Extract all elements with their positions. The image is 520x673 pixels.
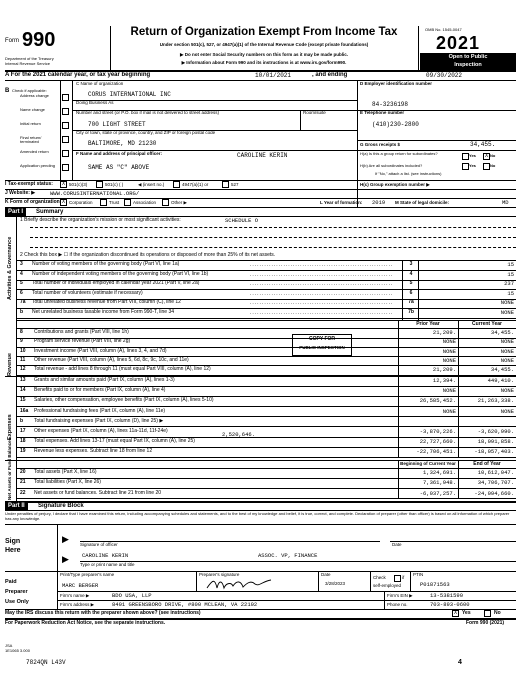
line-text: Investment income (Part VIII, column (A), lines 3, 4, and 7d) xyxy=(34,347,167,354)
line-number: 14 xyxy=(20,387,26,394)
prior-value[interactable]: 1,324,691. xyxy=(422,469,456,476)
line-box-number: 5 xyxy=(409,280,413,286)
line-number: 13 xyxy=(20,377,26,383)
firm-ein-label: Firm's EIN ▶ xyxy=(387,593,413,598)
tax-year-end[interactable]: 09/30/2022 xyxy=(426,72,463,79)
jsa-label: JSA xyxy=(5,643,13,648)
preparer-signature xyxy=(205,577,275,591)
mission[interactable]: SCHEDULE O xyxy=(225,217,259,224)
line-text: Grants and similar amounts paid (Part IX, column (A), lines 1-3) xyxy=(34,377,175,383)
part1-title: Summary xyxy=(36,209,64,215)
prior-year-header: Prior Year xyxy=(416,321,440,327)
line-text: Net assets or fund balances. Subtract line 21 from line 20 xyxy=(34,489,162,496)
line-value[interactable]: NONE xyxy=(500,299,514,306)
section-b-checkbox[interactable] xyxy=(62,136,69,143)
current-value[interactable]: 18,091,858. xyxy=(477,438,514,446)
discuss-no-checkbox[interactable] xyxy=(484,610,491,617)
line-number: 9 xyxy=(20,338,23,345)
firm-ein[interactable]: 13-5381590 xyxy=(430,592,464,599)
ein[interactable]: 84-3236198 xyxy=(372,101,409,108)
line-text: Total unrelated business revenue from Part VIII, column (C), line 12 xyxy=(32,299,181,305)
line-text: Benefits paid to or for members (Part IX, column (A), line 4) xyxy=(34,387,166,394)
penalty-statement: Under penalties of perjury, I declare that I have examined this return, including accompanying schedules and statements, and to the best of my knowledge and belief, it is true, correct, and complete. Declaration of preparer (other than officer) is based on all information of which preparer has any knowledge. xyxy=(5,511,510,521)
prior-value[interactable]: 21,209. xyxy=(432,329,456,336)
principal-officer-label: F Name and address of principal officer: xyxy=(76,151,163,156)
preparer-date[interactable]: 3/28/2023 xyxy=(325,581,346,586)
street-label: Number and street (or P.O. box if mail is not delivered to street address) xyxy=(76,110,219,115)
attach-list-note: If "No," attach a list. (see instructions) xyxy=(375,171,442,176)
line-value[interactable]: 15 xyxy=(507,289,514,297)
subord-yes-label: Yes xyxy=(469,163,476,168)
line-text: Professional fundraising fees (Part IX, column (A), line 11e) xyxy=(34,407,166,414)
state-domicile-label: M State of legal domicile: xyxy=(395,200,450,205)
section-b-checkbox[interactable] xyxy=(62,164,69,171)
line-text: Total fundraising expenses (Part IX, column (D), line 25) ▶ xyxy=(34,417,164,424)
section-b-checkbox[interactable] xyxy=(62,94,69,101)
line-number: 10 xyxy=(20,347,26,354)
line-box-number: 6 xyxy=(409,289,413,296)
group-exemption-label: H(c) Group exemption number ▶ xyxy=(360,182,430,187)
officer-address[interactable]: SAME AS "C" ABOVE xyxy=(88,164,150,171)
pra-notice: For Paperwork Reduction Act Notice, see the separate instructions. xyxy=(5,620,166,626)
501c-label: 501(c) ( ) xyxy=(105,182,124,187)
col-rule xyxy=(458,376,459,458)
line-number: 20 xyxy=(20,469,26,475)
state-domicile[interactable]: MD xyxy=(502,199,509,206)
phone-label: E Telephone number xyxy=(360,110,405,115)
discuss-yes-checkbox[interactable]: X xyxy=(453,610,458,616)
notice-ssn: ▶ Do not enter Social Security numbers on this form as it may be made public. xyxy=(180,52,348,57)
section-b-item-label: Name change xyxy=(20,107,45,112)
form-label: Form xyxy=(5,38,19,44)
principal-officer[interactable]: CAROLINE KERIN xyxy=(237,152,288,159)
527-label: 527 xyxy=(231,182,239,187)
tax-year: 2021 xyxy=(436,33,481,53)
col-rule xyxy=(458,468,459,499)
line-text: Salaries, other compensation, employee benefits (Part IX, column (A), lines 5-10) xyxy=(34,397,214,404)
org-name[interactable]: CORUS INTERNATIONAL INC xyxy=(88,91,171,98)
501c3-label: 501(c)(3) xyxy=(69,182,88,187)
section-b-item-label: Application pending xyxy=(20,163,55,168)
preparer-label: Preparer xyxy=(5,589,28,595)
end-year-header: End of Year xyxy=(473,461,501,467)
line-number: 17 xyxy=(20,428,26,434)
line-text: Total number of volunteers (estimate if necessary) xyxy=(32,289,143,296)
form-subtitle: Under section 501(c), 527, or 4947(a)(1) of the Internal Revenue Code (except private foundations) xyxy=(159,42,369,47)
line-text: Revenue less expenses. Subtract line 18 from line 12 xyxy=(34,448,153,455)
dept-treasury: Department of the Treasury xyxy=(5,56,54,61)
prior-value[interactable]: NONE xyxy=(442,407,456,415)
line-box-number: 7b xyxy=(408,308,414,315)
inspection: Inspection xyxy=(454,62,482,68)
section-b-checkbox[interactable] xyxy=(62,150,69,157)
section-b-item-label: Amended return xyxy=(20,149,49,154)
current-value[interactable]: NONE xyxy=(500,338,514,346)
leader-dots: ............................................................ xyxy=(250,271,394,278)
line-text: Net unrelated business taxable income from Form 990-T, line 34 xyxy=(32,308,175,315)
line-text: Contributions and grants (Part VIII, line 1h) xyxy=(34,329,129,335)
subord-no-label: No xyxy=(490,163,496,168)
prior-value[interactable]: 7,361,948. xyxy=(422,479,456,487)
section-b-letter: B xyxy=(5,88,10,94)
4947-label: 4947(a)(1) or xyxy=(182,182,209,187)
activities-governance-label: Activities & Governance xyxy=(7,236,13,300)
current-value[interactable]: 10,612,047. xyxy=(477,469,514,476)
current-value[interactable]: NONE xyxy=(500,387,514,395)
row-rule xyxy=(16,318,516,319)
and-ending-label: , and ending xyxy=(312,72,348,78)
col-rule xyxy=(458,328,459,375)
current-value[interactable]: 449,410. xyxy=(487,377,514,384)
col-rule xyxy=(418,260,419,320)
line-number: 15 xyxy=(20,397,26,404)
group-no-checkbox[interactable]: X xyxy=(484,153,489,159)
ptin[interactable]: P01871563 xyxy=(420,581,450,588)
line-number: 6 xyxy=(20,289,23,296)
expenses-label: Expenses xyxy=(7,414,13,440)
part2-tag: Part II xyxy=(5,502,28,510)
fundraising-expenses[interactable]: 2,520,646. xyxy=(222,431,256,438)
section-b-item-label: Address change xyxy=(20,93,49,98)
self-employed-label: self-employed xyxy=(373,583,402,588)
preparer-date-label: Date xyxy=(321,572,331,577)
line-number: 16a xyxy=(20,407,29,414)
other-label: Other ▶ xyxy=(171,200,187,205)
signer-title[interactable]: ASSOC. VP, FINANCE xyxy=(258,552,318,559)
check-if-applicable: Check if applicable: xyxy=(12,88,47,93)
city-label: City or town, state or province, country, and ZIP or foreign postal code xyxy=(76,130,216,135)
group-return-label: H(a) Is this a group return for subordinates? xyxy=(360,151,438,156)
col-rule xyxy=(402,260,403,320)
current-value[interactable]: 34,455. xyxy=(490,366,514,374)
phone[interactable]: (410)230-2800 xyxy=(372,121,419,128)
prior-value[interactable]: 26,585,452. xyxy=(419,397,456,405)
form-number: 990 xyxy=(22,29,56,51)
association-checkbox[interactable] xyxy=(124,199,131,206)
name-arrow-icon: ▶ xyxy=(62,554,69,564)
revenue-label: Revenue xyxy=(7,353,13,376)
prior-value[interactable]: NONE xyxy=(442,387,456,395)
discuss-question: May the IRS discuss this return with the preparer shown above? (see instructions) xyxy=(5,610,201,616)
prior-value[interactable]: -3,870,226. xyxy=(419,428,456,435)
ptin-label: PTIN xyxy=(413,572,424,577)
name-title-label: Type or print name and title xyxy=(80,562,135,567)
current-value[interactable]: NONE xyxy=(500,356,514,364)
line-text: Other expenses (Part IX, column (A), lines 11a-11d, 11f-24e) xyxy=(34,428,168,434)
line-value[interactable]: 237 xyxy=(504,280,514,287)
col-rule xyxy=(398,328,399,375)
public-inspection: PUBLIC INSPECTION xyxy=(299,345,345,350)
line-value[interactable]: NONE xyxy=(500,308,514,316)
dept-irs: Internal Revenue Service xyxy=(5,61,50,66)
line-number: 4 xyxy=(20,270,23,277)
signer-name[interactable]: CAROLINE KERIN xyxy=(82,552,129,559)
use-only-label: Use Only xyxy=(5,599,29,605)
current-value[interactable]: 34,455. xyxy=(490,329,514,336)
section-b-item-label: Final return/ terminated xyxy=(20,135,42,145)
line-value[interactable]: 15 xyxy=(507,270,514,278)
corporation-label: Corporation xyxy=(69,200,93,205)
org-name-label: C Name of organization xyxy=(76,81,124,86)
sign-label: Sign xyxy=(5,538,21,545)
trust-label: Trust xyxy=(109,200,120,205)
line-number: 11 xyxy=(20,356,26,363)
check-label: Check xyxy=(373,575,386,580)
leader-dots: ............................................................ xyxy=(250,300,394,306)
street-address[interactable]: 700 LIGHT STREET xyxy=(88,121,146,128)
tax-year-begin[interactable]: 10/01/2021 xyxy=(255,72,292,79)
discuss-no-label: No xyxy=(494,610,501,616)
line-number: 7a xyxy=(20,299,26,305)
current-year-header: Current Year xyxy=(472,321,502,327)
gross-receipts-label: G Gross receipts $ xyxy=(360,142,401,147)
omb-number: OMB No. 1545-0047 xyxy=(425,27,462,32)
line-text: Total number of individuals employed in calendar year 2021 (Part V, line 2a) xyxy=(32,280,200,286)
page-number: 4 xyxy=(458,659,462,666)
current-value[interactable]: 34,706,707. xyxy=(477,479,514,487)
open-public: Open to Public xyxy=(448,54,488,60)
section-b-checkbox[interactable] xyxy=(62,122,69,129)
prior-value[interactable]: NONE xyxy=(442,356,456,364)
row-rule xyxy=(16,498,516,499)
paid-label: Paid xyxy=(5,579,17,585)
sig-date-label: Date xyxy=(392,542,402,547)
tax-exempt-label: I Tax-exempt status: xyxy=(5,181,53,187)
gross-receipts[interactable]: 34,455. xyxy=(470,141,496,148)
527-checkbox[interactable] xyxy=(222,181,229,188)
copy-for: COPY FOR xyxy=(308,336,336,342)
firm-phone[interactable]: 703-893-0600 xyxy=(430,601,470,608)
form-reference: Form 990 (2021) xyxy=(466,620,505,626)
group-no-label: No xyxy=(490,153,496,158)
notice-info: ▶ Information about Form 990 and its instructions is at www.irs.gov/form990. xyxy=(181,60,347,65)
line-number: 21 xyxy=(20,479,26,486)
current-value[interactable]: NONE xyxy=(500,347,514,355)
section-b-checkbox[interactable] xyxy=(62,108,69,115)
website[interactable]: WWW.CORUSINTERNATIONAL.ORG/ xyxy=(50,190,140,197)
line-number: 3 xyxy=(20,261,23,267)
prior-value[interactable]: NONE xyxy=(442,347,456,355)
other-checkbox[interactable] xyxy=(162,199,169,206)
preparer-name-label: Print/Type preparer's name xyxy=(60,572,115,577)
col-rule xyxy=(398,468,399,499)
if-label: if xyxy=(402,575,405,580)
row-rule xyxy=(16,457,516,458)
line-number: 8 xyxy=(20,329,23,335)
leader-dots: ............................................................ xyxy=(250,309,394,316)
city-state-zip[interactable]: BALTIMORE, MD 21230 xyxy=(88,140,157,147)
line2-label: 2 Check this box ▶ ☐ if the organization discontinued its operations or disposed of more than 25% of its net assets. xyxy=(20,252,276,258)
subordinates-label: H(b) Are all subordinates included? xyxy=(360,163,423,168)
begin-year-header: Beginning of Current Year xyxy=(400,461,456,466)
line-box-number: 4 xyxy=(409,270,413,277)
website-label: J Website: ▶ xyxy=(5,190,36,196)
line-number: 12 xyxy=(20,366,26,373)
group-yes-label: Yes xyxy=(469,153,476,158)
preparer-sig-label: Preparer's signature xyxy=(199,572,240,577)
line1-label: 1 Briefly describe the organization's mission or most significant activities: xyxy=(20,217,181,223)
line-text: Total liabilities (Part X, line 26) xyxy=(34,479,101,486)
row-rule xyxy=(16,416,516,417)
net-assets-label: Net Assets or Fund Balances xyxy=(7,437,12,500)
firm-address[interactable]: 8401 GREENSBORO DRIVE, #800 MCLEAN, VA 22102 xyxy=(112,601,258,608)
leader-dots: ............................................................ xyxy=(250,262,394,268)
line-box-number: 7a xyxy=(408,299,414,305)
current-value[interactable]: -3,620,990. xyxy=(477,428,514,435)
preparer-name[interactable]: MARC BERGER xyxy=(62,582,99,589)
jsa-code: 1E1065 3.000 xyxy=(5,648,30,653)
prior-value[interactable]: 12,394. xyxy=(432,377,456,384)
line-text: Other revenue (Part VIII, column (A), lines 5, 6d, 8c, 9c, 10c, and 11e) xyxy=(34,356,189,363)
subord-yes-checkbox[interactable] xyxy=(462,163,469,170)
firm-address-label: Firm's address ▶ xyxy=(60,602,95,607)
line-text: Number of independent voting members of the governing body (Part VI, line 1b) xyxy=(32,270,209,277)
current-value[interactable]: -18,057,403. xyxy=(474,448,514,456)
firm-name-label: Firm's name ▶ xyxy=(60,593,90,598)
form-title: Return of Organization Exempt From Income Tax xyxy=(130,26,398,38)
row-rule xyxy=(16,406,516,407)
line-a-label: A For the 2021 calendar year, or tax year beginning xyxy=(5,72,151,78)
part1-tag: Part I xyxy=(5,208,26,216)
line-number: 5 xyxy=(20,280,23,286)
sign-arrow-icon: ▶ xyxy=(62,534,69,544)
group-yes-checkbox[interactable] xyxy=(462,153,469,160)
current-value[interactable]: 21,263,338. xyxy=(477,397,514,405)
firm-name[interactable]: BDO USA, LLP xyxy=(112,592,152,599)
current-value[interactable]: -24,094,660. xyxy=(474,489,514,497)
line-number: b xyxy=(20,417,24,424)
prior-value[interactable]: NONE xyxy=(442,338,456,346)
year-formation[interactable]: 2019 xyxy=(372,199,386,206)
section-b-item-label: Initial return xyxy=(20,121,41,126)
line-text: Total expenses. Add lines 13-17 (must equal Part IX, column (A), line 25) xyxy=(34,438,195,445)
year-formation-label: L Year of formation: xyxy=(320,200,363,205)
trust-checkbox[interactable] xyxy=(100,199,107,206)
insert-no-label: ◀ (insert no.) xyxy=(138,182,165,187)
ein-label: D Employer identification number xyxy=(360,81,433,86)
leader-dots: ............................................................ xyxy=(250,281,394,287)
col-rule xyxy=(398,376,399,458)
line-text: Total assets (Part X, line 16) xyxy=(34,469,97,475)
self-employed-checkbox[interactable] xyxy=(394,575,401,582)
current-value[interactable]: NONE xyxy=(500,407,514,415)
line-text: Number of voting members of the governing body (Part VI, line 1a) xyxy=(32,261,180,267)
501c3-checkbox[interactable]: X xyxy=(61,181,66,187)
prior-value[interactable]: 22,727,660. xyxy=(419,438,456,446)
firm-phone-label: Phone no. xyxy=(387,602,408,607)
row-rule xyxy=(16,488,516,489)
line-box-number: 3 xyxy=(409,261,413,267)
batch-code: 7824QN L43V xyxy=(26,659,66,666)
line-number: 22 xyxy=(20,489,26,496)
officer-sig-label: Signature of officer xyxy=(80,542,118,547)
subord-no-checkbox[interactable] xyxy=(483,163,490,170)
501c-checkbox[interactable] xyxy=(96,181,103,188)
prior-value[interactable]: 21,209. xyxy=(432,366,456,374)
dba-label: Doing Business As xyxy=(76,100,114,105)
prior-value[interactable]: -22,706,451. xyxy=(416,448,456,456)
line-number: b xyxy=(20,308,24,315)
line-number: 19 xyxy=(20,448,26,455)
here-label: Here xyxy=(5,547,21,554)
discuss-yes-label: Yes xyxy=(462,610,471,616)
line-number: 18 xyxy=(20,438,26,445)
room-suite-label: Room/suite xyxy=(303,110,326,115)
part2-title: Signature Block xyxy=(38,503,84,509)
form-of-org-label: K Form of organization: xyxy=(5,199,62,205)
prior-value[interactable]: -6,037,257. xyxy=(419,489,456,497)
association-label: Association xyxy=(133,200,157,205)
line-text: Total revenue - add lines 8 through 11 (must equal Part VIII, column (A), line 12) xyxy=(34,366,211,373)
4947-checkbox[interactable] xyxy=(173,181,180,188)
line-value[interactable]: 15 xyxy=(507,261,514,268)
line-text: Program service revenue (Part VIII, line 2g) xyxy=(34,338,131,345)
corporation-checkbox[interactable]: X xyxy=(61,199,66,205)
leader-dots: ............................................................ xyxy=(250,290,394,297)
